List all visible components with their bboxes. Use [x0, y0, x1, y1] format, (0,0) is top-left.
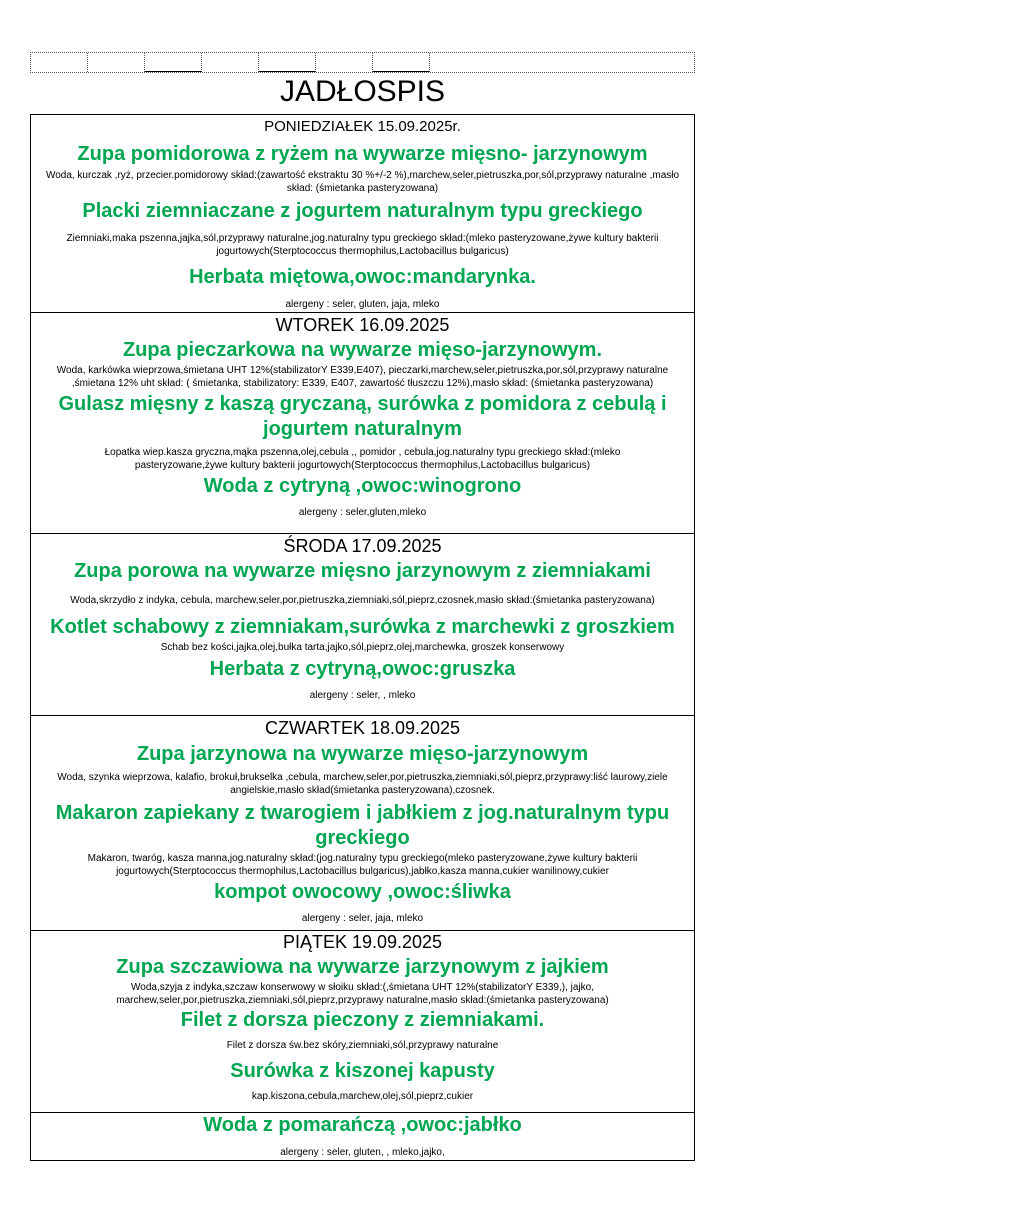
main-dish-name: Gulasz mięsny z kaszą gryczaną, surówka z pomidora z cebulą i jogurtem naturalnym — [58, 393, 667, 440]
day-heading: PIĄTEK 19.09.2025 — [282, 932, 443, 952]
spreadsheet-column-header — [30, 52, 695, 73]
allergens: alergeny : seler, jaja, mleko — [301, 913, 424, 924]
day-block-tuesday — [31, 313, 694, 534]
allergens: alergeny : seler,gluten,mleko — [298, 507, 427, 518]
day-heading: PONIEDZIAŁEK 15.09.2025r. — [264, 118, 461, 135]
allergens: alergeny : seler, , mleko — [309, 690, 416, 701]
soup-ingredients: Woda, szynka wieprzowa, kalafio, brokuł,brukselka ,cebula, marchew,seler,por,pietruszka,ziemniaki,sól,pieprz,przyprawy:liść laurowy,ziele angielskie,masło skład(śmietanka pasteryzowana),czosnek. — [57, 772, 668, 796]
day-block-monday — [31, 115, 694, 313]
day-heading: CZWARTEK 18.09.2025 — [264, 718, 461, 738]
day-block-thursday — [31, 716, 694, 931]
main-dish-ingredients: Schab bez kości,jajka,olej,bułka tarta,jajko,sól,pieprz,olej,marchewka, groszek konserwowy — [160, 642, 565, 653]
soup-ingredients: Woda, karkówka wieprzowa,śmietana UHT 12%(stabilizatorY E339,E407), pieczarki,marchew,seler,pietruszka,por,sól,przyprawy naturalne ,śmietana 12% uht skład: ( śmietanka, stabilizatory: E339, E407, zawartość tłuszczu 12%),masło skład: (śmietanka pasteryzowana) — [56, 365, 669, 389]
header-cell — [202, 53, 259, 72]
main-dish-name: Makaron zapiekany z twarogiem i jabłkiem z jog.naturalnym typu greckiego — [55, 802, 670, 849]
header-cell — [259, 53, 316, 72]
day-heading: ŚRODA 17.09.2025 — [283, 536, 442, 556]
day-block-wednesday — [31, 534, 694, 716]
soup-name: Zupa porowa na wywarze mięsno jarzynowym z ziemniakami — [74, 560, 651, 582]
soup-name: Zupa jarzynowa na wywarze mięso-jarzynowym — [136, 743, 589, 765]
header-cell — [145, 53, 202, 72]
main-dish-name: Filet z dorsza pieczony z ziemniakami. — [180, 1009, 545, 1031]
soup-ingredients: Woda,szyja z indyka,szczaw konserwowy w słoiku skład:(,śmietana UHT 12%(stabilizatorY E339,), jajko, marchew,seler,por,pietruszka,ziemniaki,sól,pieprz,przyprawy naturalne,masło skład:(śmietanka pasteryzowana) — [116, 982, 609, 1006]
main-dish-name: Placki ziemniaczane z jogurtem naturalnym typu greckiego — [82, 200, 643, 222]
salad-name: Surówka z kiszonej kapusty — [230, 1060, 495, 1082]
salad-ingredients: kap.kiszona,cebula,marchew,olej,sól,pieprz,cukier — [251, 1091, 474, 1102]
main-dish-name: Kotlet schabowy z ziemniakam,surówka z marchewki z groszkiem — [50, 616, 675, 638]
page-title: JADŁOSPIS — [279, 75, 446, 108]
header-cell — [31, 53, 88, 72]
drink-and-fruit: Woda z cytryną ,owoc:winogrono — [203, 475, 522, 497]
header-cell — [373, 53, 430, 72]
day-heading: WTOREK 16.09.2025 — [275, 315, 450, 335]
drink-and-fruit: Woda z pomarańczą ,owoc:jabłko — [203, 1114, 522, 1136]
header-cell — [316, 53, 373, 72]
day-block-friday — [31, 931, 694, 1113]
main-dish-ingredients: Filet z dorsza św.bez skóry,ziemniaki,sól,przyprawy naturalne — [226, 1040, 499, 1051]
allergens: alergeny : seler, gluten, jaja, mleko — [285, 299, 440, 310]
header-cell — [88, 53, 145, 72]
soup-name: Zupa pieczarkowa na wywarze mięso-jarzynowym. — [122, 339, 603, 361]
main-dish-ingredients: Makaron, twaróg, kasza manna,jog.naturalny skład:(jog.naturalny typu greckiego(mleko pasteryzowane,żywe kultury bakterii jogurtowych(Sterptococcus thermophilus,Lactobacillus bulgaricus),jabłko,kasza manna,cukier wanilinowy,cukier — [87, 853, 638, 877]
soup-ingredients: Woda, kurczak ,ryż, przecier.pomidorowy skład:(zawartość ekstraktu 30 %+/-2 %),marchew,seler,pietruszka,por,sól,przyprawy naturalne ,masło skład: (śmietanka pasteryzowana) — [45, 170, 680, 194]
main-dish-ingredients: Łopatka wiep.kasza gryczna,mąka pszenna,olej,cebula ,, pomidor , cebula,jog.naturalny typu greckiego skład:(mleko pasteryzowane,żywe kultury bakterii jogurtowych(Sterptococcus thermophilus,Lactobacillus bulgaricus) — [104, 447, 621, 471]
soup-name: Zupa pomidorowa z ryżem na wywarze mięsno- jarzynowym — [77, 143, 648, 165]
drink-and-fruit: kompot owocowy ,owoc:śliwka — [214, 881, 511, 903]
soup-name: Zupa szczawiowa na wywarze jarzynowym z jajkiem — [116, 956, 609, 978]
menu-table — [30, 114, 695, 1161]
drink-and-fruit: Herbata z cytryną,owoc:gruszka — [209, 658, 516, 680]
main-dish-ingredients: Ziemniaki,maka pszenna,jajka,sól,przyprawy naturalne,jog.naturalny typu greckiego skład:(mleko pasteryzowane,żywe kultury bakterii jogurtowych(Sterptococcus thermophilus,Lactobacillus bulgaricus) — [66, 233, 659, 257]
day-block-friday-drink — [31, 1113, 694, 1161]
soup-ingredients: Woda,skrzydło z indyka, cebula, marchew,seler,por,pietruszka,ziemniaki,sól,pieprz,czosnek,masło skład:(śmietanka pasteryzowana) — [70, 595, 655, 606]
allergens: alergeny : seler, gluten, , mleko,jajko, — [280, 1147, 445, 1158]
drink-and-fruit: Herbata miętowa,owoc:mandarynka. — [189, 266, 536, 288]
header-cell — [430, 53, 694, 72]
